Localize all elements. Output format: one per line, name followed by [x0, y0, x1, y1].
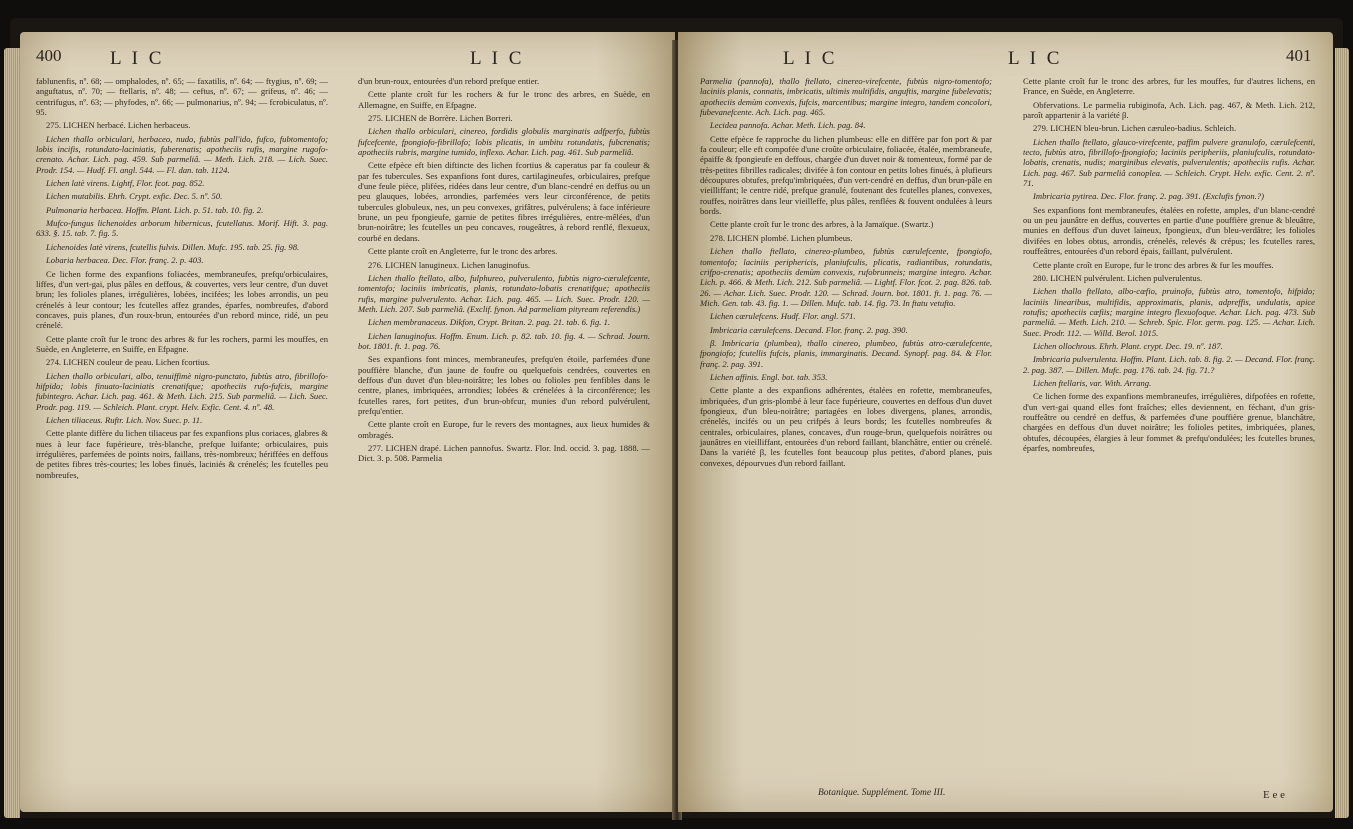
paragraph: Cette plante croît fur le tronc des arbres, à la Jamaïque. (Swartz.): [710, 219, 934, 230]
signature-mark: E e e: [1263, 789, 1285, 801]
paragraph: Lichen ftellaris, var. With. Arrang.: [1033, 377, 1152, 388]
paragraph: Lichen cærulefcens. Hudf. Flor. angl. 571.: [710, 311, 856, 322]
paragraph: Lichen mutabilis. Ehrh. Crypt. exfic. Dec. 5. nº. 50.: [46, 191, 223, 202]
paragraph: Cette plante croît en Europe, fur le revers des montagnes, aux lieux humides & ombragés.: [358, 419, 650, 440]
paragraph: Lichen thallo orbiculari, albo, tenuiffimè nigro-punctato, fubtùs atro, fibrillofo-hifpido; lobis finuato-laciniatis crenatifque; apotheciis rufo-fufcis, margine fubintegro. Achar. Lich. pag. 461. & Meth. Lich. 215. Sub parmeliâ. — Lich. Suec. Prodr. pag. 119. — Schleich. Plant. crypt. Helv. Exfic. Cent. 4. nº. 48.: [36, 370, 328, 412]
paragraph: Ce lichen forme des expanfions foliacées, membraneufes, prefqu'orbiculaires, liffes, d'un vert-gai, plus pâles en deffous, & couvertes, vers leur centre, d'un duvet brun; les folioles planes, irrégulières, lobées, incifées; les lobes arrondis, un peu crénelés à leur contour; les fcutelles affez grandes, éparfes, nombreufes, d'abord concaves, puis planes, d'un roux-brun, entourées d'un rebord mince, ridé, un peu crénelé.: [36, 268, 328, 331]
paragraph: Ce lichen forme des expanfions membraneufes, irrégulières, difpofées en rofette, d'un vert-gai quand elles font fraîches; elles deviennent, en féchant, d'un gris-rouffeâtre ou cendré en deffus, & parfemées d'une pouffière grenue, blanchâtre, chargées en deffous d'un duvet noirâtre; les folioles petites, imbriquées, planes, obtufes, découpées, élargies à leur fommet & prefqu'ondulées; les fcutelles brunes, éparfes, nombreufes,: [1023, 391, 1315, 453]
volume-footer: Botanique. Supplément. Tome III.: [818, 788, 946, 798]
left-page: [20, 32, 675, 812]
paragraph: Lichen affinis. Engl. bot. tab. 353.: [710, 371, 828, 382]
paragraph: Imbricaria pytirea. Dec. Flor. franç. 2. pag. 391. (Exclufis fynon.?): [1033, 191, 1264, 202]
paragraph: Cette plante croît en Europe, fur le tronc des arbres & fur les mouffes.: [1033, 259, 1274, 270]
right-column-2: [1023, 76, 1315, 456]
entry-heading: 275. LICHEN herbacé. Lichen herbaceus.: [46, 120, 191, 131]
paragraph: Lichen lanuginofus. Hoffm. Enum. Lich. p. 82. tab. 10. fig. 4. — Schrad. Journ. bot. 1801. ft. 1. pag. 76.: [358, 330, 650, 351]
paragraph: Mufco-fungus lichenoides arborum hibernicus, fcutellatus. Morif. Hift. 3. pag. 633. §. 15. tab. 7. fig. 5.: [36, 218, 328, 239]
entry-heading: 278. LICHEN plombé. Lichen plumbeus.: [710, 232, 853, 243]
paragraph: Cette plante croît fur le tronc des arbres & fur les rochers, parmi les mouffes, en Suède, en Angleterre, en Suiffe, en Efpagne.: [36, 333, 328, 354]
paragraph: Cette plante croît fur le tronc des arbres, fur les mouffes, fur d'autres lichens, en France, en Suède, en Angleterre.: [1023, 76, 1315, 97]
paragraph: Cette plante diffère du lichen tiliaceus par fes expanfions plus coriaces, glabres & nues à leur face fupérieure, très-blanche, prefque luifante; orbiculaires, puis irrégulières, parfemées de points noirs, faillans, très-nombreux; hériffées en deffous de petites fibres très-courtes; les lobes finués, laciniés & crénelés; les fcutelles peu nombreufes,: [36, 428, 328, 480]
paragraph: Lichen tiliaceus. Ruftr. Lich. Nov. Suec. p. 11.: [46, 414, 203, 425]
paragraph: Lichen thallo ftellato, albo-cæfio, pruinofo, fubtùs atro, tomentofo, hifpido; laciniis linearibus, multifidis, approximatis, planis, adpreffis, undulatis, apice rotufis; apotheciis cæfiis; margine integro flexuofoque. Achar. Lich. pag. 473. Sub parmeliâ. — Meth. Lich. 210. — Schreb. Spic. Flor. germ. pag. 125. — Achar. Lich. Suec. Prodr. 112. — Willd. Berol. 1015.: [1023, 286, 1315, 338]
paragraph: Lecidea pannofa. Achar. Meth. Lich. pag. 84.: [710, 120, 866, 131]
paragraph: Lichen thallo ftellato, glauco-virefcente, paffim pulvere granulofo, cærulefcenti, tecto, fubtùs atro, fibrillofo-fpongiofo; laciniis peripheriis, planiufculis, rotundato-lobatis, crenatis, nudis; marginibus elevatis, pulverulentis; apotheciis rufis. Achar. Lich. pag. 467. Sub parmeliâ conoplea. — Schleich. Crypt. Helv. exfic. Cent. 2. nº. 71.: [1023, 136, 1315, 189]
paragraph: Parmelia (pannofa), thallo ftellato, cinereo-virefcente, fubtùs nigro-tomentofo; laciniis planis, connatis, imbricatis, ultimis multifidis, anguftis, margine fubelevatis; apotheciis demùm convexis, fufcis, marcentibus; margine integro, tandem concolori, fubevanefcente. Ach. Lich. pag. 465.: [700, 76, 992, 118]
right-header-left: L I C: [783, 48, 838, 69]
left-page-number: 400: [36, 46, 62, 65]
paragraph: β. Imbricaria (plumbea), thallo cinereo, plumbeo, fubtùs atro-cærulefcente, fpongiofo; fcutellis fufcis, planis, immarginatis. Decand. Synopf. pag. 84. & Flor. franç. 2. pag. 391.: [700, 337, 992, 369]
paragraph: Lichen thallo ftellato, albo, fulphureo, pulverulento, fubtùs nigro-cærulefcente, tomentofo; laciniis imbricatis, planis, rotundato-lobatis crenatifque; apotheciis rufis, margine pulverulento. Achar. Lich. pag. 465. — Lich. Suec. Prodr. 120. — Meth. Lich. 207. Sub parmeliâ. (Exclif. fynon. Ad parmeliam pityream referendis.): [358, 272, 650, 314]
left-column-1: [36, 76, 328, 483]
paragraph: Imbricaria pulverulenta. Hoffm. Plant. Lich. tab. 8. fig. 2. — Decand. Flor. franç. 2. pag. 387. — Dillen. Mufc. pag. 176. tab. 24. fig. 71.?: [1023, 354, 1315, 375]
right-column-1: [700, 76, 992, 471]
paragraph: Pulmonaria herbacea. Hoffm. Plant. Lich. p. 51. tab. 10. fig. 2.: [46, 204, 264, 215]
paragraph: Cette efpèce eft bien diftincte des lichen fcortius & caperatus par fa couleur & par fes tubercules. Ses expanfions font dures, cartilagineufes, orbiculaires, prefque d'une feule pièce, plifées, ridées dans leur centre, d'un blanc-cendré en deffus ou un peu glauques, lobées, arrondies, parfemées vers leur circonférence, de petits tubercules globuleux, nes, un peu convexes, grifâtres, pulvérulens; à face inférieure brune, un peu fpongieufe, garnie de petites fibres irrégulières, entre-mêlées, d'un brun-noirâtre; les fcutelles un peu concaves, rougeâtres, à rebord renflé, flexueux, courbé en dedans.: [358, 160, 650, 243]
paragraph: Lichen thallo orbiculari, cinereo, fordidis globulis marginatis adfperfo, fubtùs fufcefcente, fpongiofo-fibrillofo; lobis plicatis, in umbitu rotundatis, fubcrenatis; apotheciis rubris, margine tumido, inflexo. Achar. Lich. pag. 461. Sub parmeliâ.: [358, 126, 650, 158]
paragraph: Imbricaria cærulefcens. Decand. Flor. franç. 2. pag. 390.: [710, 324, 908, 335]
page-edges-left: [4, 48, 20, 818]
right-header-right: L I C: [1008, 48, 1063, 69]
paragraph: fablunenfis, nº. 68; — omphalodes, nº. 65; — faxatilis, nº. 64; — ftygius, nº. 69; — anguftatus, nº. 70; — ftellaris, nº. 48; — ceftus, nº. 67; — grifeus, nº. 46; — centrifugus, nº. 63; — phyfodes, nº. 66; — pulmonarius, nº. 94; — fcrobiculatus, nº. 95.: [36, 76, 328, 118]
paragraph: Obfervations. Le parmelia rubiginofa, Ach. Lich. pag. 467, & Meth. Lich. 212, paroît appartenir à la variété β.: [1023, 99, 1315, 121]
paragraph: Ses expanfions font membraneufes, étalées en rofette, amples, d'un blanc-cendré ou un peu jaunâtre en deffus, couvertes en partie d'une pouffière grenue & bleuâtre, munies en deffous d'un duvet laineux, fpongieux, d'un bleu-verdâtre; les folioles divifées en lobes obtus, arrondis, crénelés, relevés & crépus; les fcutelles rares, rouffeâtres, entourées d'un rebord épais, faillant, pulvérulent.: [1023, 204, 1315, 257]
left-column-2: [358, 76, 650, 467]
entry-heading: 275. LICHEN de Borrère. Lichen Borreri.: [368, 113, 513, 124]
left-header-right: L I C: [470, 48, 525, 69]
entry-heading: 276. LICHEN lanugineux. Lichen lanuginofus.: [368, 259, 531, 270]
page-edges-right: [1335, 48, 1349, 818]
paragraph: Lobaria herbacea. Dec. Flor. franç. 2. p. 403.: [46, 255, 204, 266]
right-page-number: 401: [1286, 46, 1312, 65]
paragraph: Lichen membranaceus. Dikfon, Crypt. Britan. 2. pag. 21. tab. 6. fig. 1.: [368, 317, 611, 328]
entry-heading: 277. LICHEN drapé. Lichen pannofus. Swartz. Flor. Ind. occid. 3. pag. 1888. — Dict. 3. p. 508. Parmelia: [358, 443, 650, 464]
entry-heading: 274. LICHEN couleur de peau. Lichen fcortius.: [46, 357, 210, 368]
paragraph: Lichen thallo ftellato, cinereo-plumbeo, fubtùs cærulefcente, fpongiofo, tomentofo; laciniis periphericis, planiufculis, plicatis, radiantibus, rotundatis, crifpo-crenatis; apotheciis demùm convexis, rufobrunneis; margine integro. Achar. Lich. p. 466. & Meth. Lich. 212. Sub parmeliâ. — Lightf. Flor. fcot. 2. pag. 826. tab. 26. — Achar. Lich. Suec. Prodr. 120. — Schrad. Journ. bot. 1801. ft. 1. pag. 76. — Mich. Gen. tab. 43. fig. 1. — Dillen. Mufc. tab. 14. fig. 73. In ftatu vetufto.: [700, 246, 992, 308]
entry-heading: 280. LICHEN pulvérulent. Lichen pulverulentus.: [1033, 272, 1203, 283]
paragraph: Cette plante croît en Angleterre, fur le tronc des arbres.: [368, 246, 558, 257]
right-page: [678, 32, 1333, 812]
paragraph: Lichen thallo orbiculari, herbaceo, nudo, fubtùs pall'ido, fufco, fubtomentofo; lobis incifis, rotundato-laciniatis, fuberenatis; apotheciis rufis, margine rugofo-crenato. Achar. Lich. pag. 459. Sub parmeliâ. — Meth. Lich. 218. — Lich. Suec. Prodr. 154. — Hudf. Fl. angl. 544. — Fl. dan. tab. 1124.: [36, 133, 328, 175]
paragraph: Lichenoides latè virens, fcutellis fulvis. Dillen. Mufc. 195. tab. 25. fig. 98.: [46, 241, 300, 252]
paragraph: Ses expanfions font minces, membraneufes, prefqu'en étoile, parfemées d'une pouffière blanche, d'un jaune de foufre ou quelquefois cendrées, couvertes en deffous d'un duvet d'un bleu-noirâtre; les lobes ou folioles peu fenfibles dans le centre, planes, imbriquées, arrondies; lobées & crénelées à la circonférence; les fcutelles rares, fort petites, d'un brun-obfcur, munies d'un rebord pulvérulent, prefqu'entier.: [358, 354, 650, 416]
paragraph: Lichen ollochrous. Ehrh. Plant. crypt. Dec. 19. nº. 187.: [1033, 340, 1223, 351]
paragraph: Cette plante a des expanfions adhérentes, étalées en rofette, membraneufes, imbriquées, d'un gris-plombé à leur face fupérieure, couvertes en deffous d'un duvet fpongieux, d'un bleu-noirâtre; partagées en lobes divergens, planes, arrondis, crénelés, incifés ou un peu crifpés à leurs bords; les fcutelles nombreufes & centrales, orbiculaires, planes, concaves, d'un rouge-brun, quelquefois noirâtres ou jaunâtres en vieilliffant, entourées d'un rebord faillant, blanchâtre, entier ou crénelé. Dans la variété β, les fcutelles font beaucoup plus petites, d'abord planes, puis convexes, dépourvues d'un rebord faillant.: [700, 385, 992, 468]
paragraph: d'un brun-roux, entourées d'un rebord prefque entier.: [358, 76, 540, 86]
paragraph: Cette plante croît fur les rochers & fur le tronc des arbres, en Suède, en Allemagne, en Suiffe, en Efpagne.: [358, 89, 650, 110]
paragraph: Cette efpèce fe rapproche du lichen plumbeus: elle en diffère par fon port & par fa couleur; elle eft compofée d'une croûte orbiculaire, foliacée, étalée, membraneufe, épaiffe & fpongieufe en deffous, chargée d'un duvet noir & tomenteux, formé par de très-petites fibrilles radicales; divifée à fon contour en petits lobes finués, à plufieurs découpures obtufes, prefqu'imbriquées, d'un vert-cendré en deffus, d'un brun-pâle en vieilliffant; le centre ridé, prefque granulé, foutenant des fcutelles planes, convexes, rouffes, noirâtres dans leur vieilleffe, plus pâles, renflées & fouvent ondulées à leurs bords.: [700, 133, 992, 217]
entry-heading: 279. LICHEN bleu-brun. Lichen cæruleo-badius. Schleich.: [1033, 123, 1237, 134]
paragraph: Lichen latè virens. Lightf, Flor. fcot. pag. 852.: [46, 178, 205, 189]
left-header-left: L I C: [110, 48, 165, 69]
